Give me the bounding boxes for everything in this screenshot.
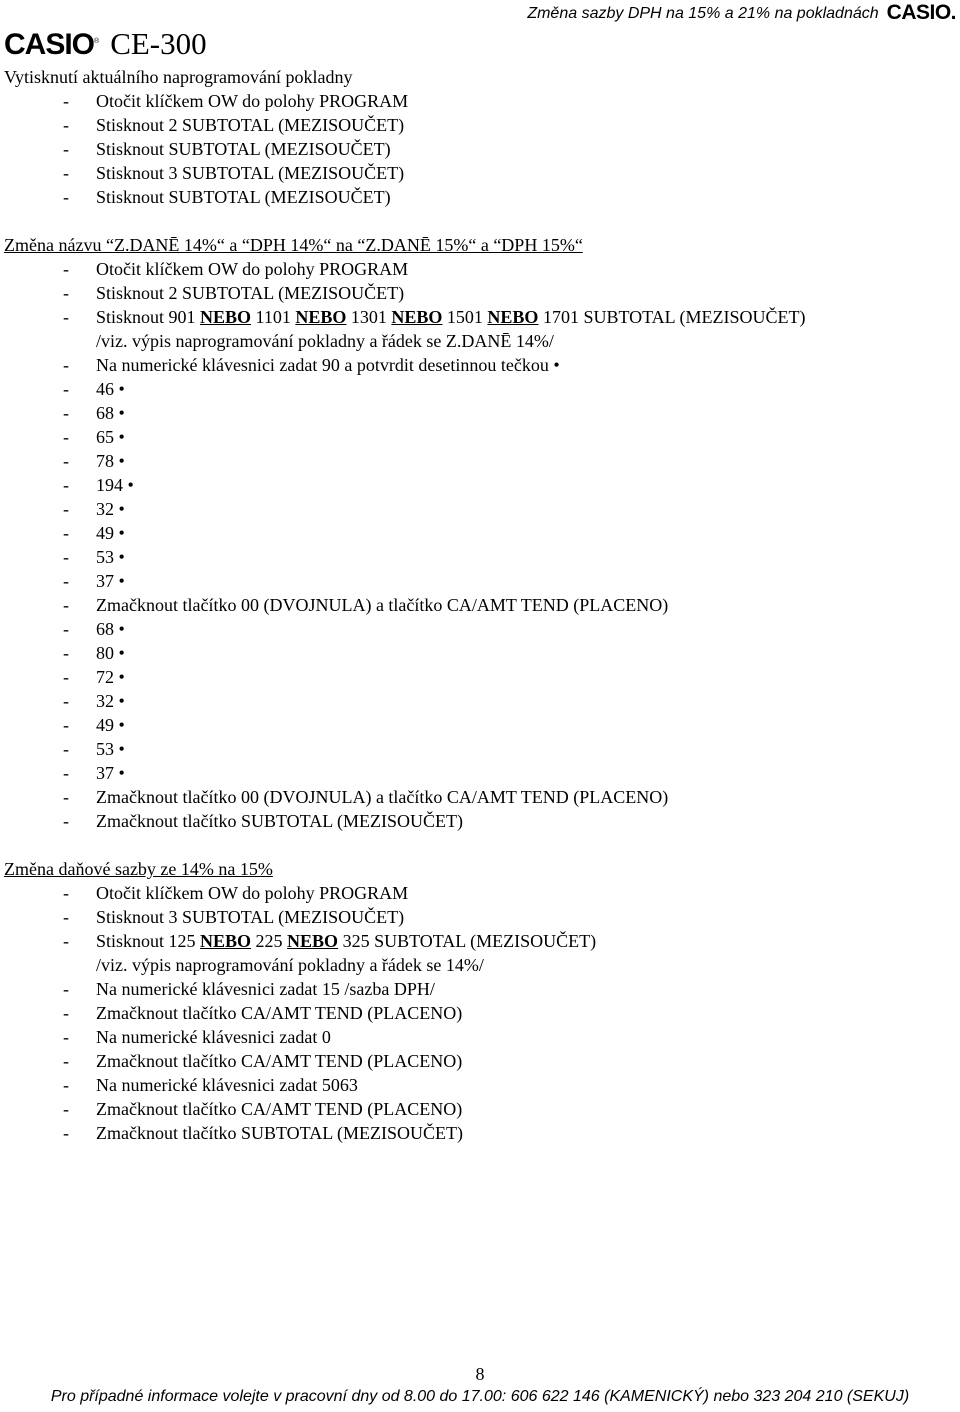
step-text: Na numerické klávesnici zadat 15 /sazba DPH/ xyxy=(96,979,435,999)
step-dash: - xyxy=(63,907,69,927)
step-item xyxy=(4,977,960,1001)
step-text: Na numerické klávesnici zadat 5063 xyxy=(96,1075,358,1095)
document-body xyxy=(4,65,960,1145)
step-item xyxy=(4,425,960,449)
step-dash: - xyxy=(63,91,69,111)
step-text: 32 • xyxy=(96,691,125,711)
step-dash: - xyxy=(63,619,69,639)
model-title xyxy=(4,28,207,60)
step-item xyxy=(4,113,960,137)
step-dash: - xyxy=(63,115,69,135)
step-item xyxy=(4,881,960,905)
casio-logo: CASIO® xyxy=(4,28,99,61)
step-text: Zmačknout tlačítko CA/AMT TEND (PLACENO) xyxy=(96,1099,463,1119)
step-dash: - xyxy=(63,1027,69,1047)
step-text: Stisknout 3 SUBTOTAL (MEZISOUČET) xyxy=(96,907,405,927)
step-text: Stisknout 2 SUBTOTAL (MEZISOUČET) xyxy=(96,115,405,135)
step-dash: - xyxy=(63,451,69,471)
step-fragment: 1301 xyxy=(346,307,392,327)
step-text: 46 • xyxy=(96,379,125,399)
step-item xyxy=(4,569,960,593)
step-dash: - xyxy=(63,571,69,591)
step-text: 194 • xyxy=(96,475,134,495)
step-dash: - xyxy=(63,883,69,903)
step-dash: - xyxy=(63,427,69,447)
nebo-keyword: NEBO xyxy=(287,931,339,951)
step-continuation: /viz. výpis naprogramování pokladny a řádek se Z.DANĒ 14%/ xyxy=(96,331,554,351)
step-dash: - xyxy=(63,1123,69,1143)
step-dash: - xyxy=(63,547,69,567)
step-item xyxy=(4,257,960,281)
step-dash: - xyxy=(63,187,69,207)
step-item xyxy=(4,785,960,809)
step-dash: - xyxy=(63,739,69,759)
step-item xyxy=(4,1025,960,1049)
step-item xyxy=(4,617,960,641)
model-name: CE-300 xyxy=(110,26,207,61)
step-text: Zmačknout tlačítko CA/AMT TEND (PLACENO) xyxy=(96,1051,463,1071)
step-item xyxy=(4,1121,960,1145)
step-text: Stisknout SUBTOTAL (MEZISOUČET) xyxy=(96,139,391,159)
step-fragment: 225 xyxy=(251,931,288,951)
step-dash: - xyxy=(63,163,69,183)
step-continuation: /viz. výpis naprogramování pokladny a řádek se 14%/ xyxy=(96,955,484,975)
step-dash: - xyxy=(63,1099,69,1119)
step-item xyxy=(4,401,960,425)
step-item xyxy=(4,473,960,497)
section-gap xyxy=(4,833,960,857)
step-dash: - xyxy=(63,715,69,735)
step-dash: - xyxy=(63,1051,69,1071)
step-item xyxy=(4,809,960,833)
step-dash: - xyxy=(63,139,69,159)
step-item xyxy=(4,1097,960,1121)
nebo-keyword: NEBO xyxy=(391,307,443,327)
step-text: 68 • xyxy=(96,619,125,639)
step-dash: - xyxy=(63,1003,69,1023)
step-dash: - xyxy=(63,1075,69,1095)
step-text xyxy=(63,931,596,951)
step-item-nebo xyxy=(4,929,960,953)
step-fragment: 1501 xyxy=(442,307,488,327)
step-item xyxy=(4,497,960,521)
step-text: 78 • xyxy=(96,451,125,471)
step-item xyxy=(4,761,960,785)
page-header xyxy=(527,2,956,26)
step-fragment: 325 SUBTOTAL (MEZISOUČET) xyxy=(338,931,597,951)
step-dash: - xyxy=(63,595,69,615)
step-item xyxy=(4,185,960,209)
nebo-keyword: NEBO xyxy=(200,307,252,327)
step-dash: - xyxy=(63,763,69,783)
section-heading: Změna názvu “Z.DANĒ 14%“ a “DPH 14%“ na “Z.DANĒ 15%“ a “DPH 15%“ xyxy=(4,235,583,255)
step-item xyxy=(4,737,960,761)
step-fragment: 1701 SUBTOTAL (MEZISOUČET) xyxy=(538,307,806,327)
step-item xyxy=(4,89,960,113)
step-item xyxy=(4,905,960,929)
step-text: 53 • xyxy=(96,547,125,567)
step-text: Otočit klíčkem OW do polohy PROGRAM xyxy=(96,91,409,111)
step-text: 68 • xyxy=(96,403,125,423)
step-dash: - xyxy=(63,259,69,279)
step-text: 53 • xyxy=(96,739,125,759)
section-heading: Změna daňové sazby ze 14% na 15% xyxy=(4,859,273,879)
nebo-keyword: NEBO xyxy=(200,931,252,951)
step-text: 65 • xyxy=(96,427,125,447)
step-item xyxy=(4,161,960,185)
step-text: Zmačknout tlačítko CA/AMT TEND (PLACENO) xyxy=(96,1003,463,1023)
step-dash: - xyxy=(63,979,69,999)
step-text: Otočit klíčkem OW do polohy PROGRAM xyxy=(96,259,409,279)
step-item xyxy=(4,377,960,401)
step-text: 49 • xyxy=(96,523,125,543)
step-text: 80 • xyxy=(96,643,125,663)
step-text: Zmačknout tlačítko 00 (DVOJNULA) a tlačítko CA/AMT TEND (PLACENO) xyxy=(96,595,669,615)
step-dash: - xyxy=(63,355,69,375)
step-dash: - xyxy=(63,499,69,519)
nebo-keyword: NEBO xyxy=(295,307,347,327)
step-text: Otočit klíčkem OW do polohy PROGRAM xyxy=(96,883,409,903)
step-dash: - xyxy=(63,667,69,687)
step-item xyxy=(4,545,960,569)
step-dash: - xyxy=(63,811,69,831)
page-number: 8 xyxy=(475,1364,485,1384)
step-text: Zmačknout tlačítko SUBTOTAL (MEZISOUČET) xyxy=(96,811,464,831)
step-text: 32 • xyxy=(96,499,125,519)
step-item-nebo xyxy=(4,305,960,329)
step-item xyxy=(4,665,960,689)
step-dash: - xyxy=(63,691,69,711)
section-gap xyxy=(4,209,960,233)
step-item xyxy=(4,281,960,305)
step-fragment: Stisknout 125 xyxy=(96,931,201,951)
step-fragment: 1101 xyxy=(251,307,296,327)
step-text: 49 • xyxy=(96,715,125,735)
section-heading: Vytisknutí aktuálního naprogramování pokladny xyxy=(4,67,353,87)
step-text xyxy=(63,307,805,327)
step-text: Stisknout SUBTOTAL (MEZISOUČET) xyxy=(96,187,391,207)
step-item xyxy=(4,137,960,161)
step-text: 37 • xyxy=(96,763,125,783)
step-text: Zmačknout tlačítko 00 (DVOJNULA) a tlačítko CA/AMT TEND (PLACENO) xyxy=(96,787,669,807)
step-item xyxy=(4,1073,960,1097)
step-item xyxy=(4,449,960,473)
step-item xyxy=(4,641,960,665)
step-item xyxy=(4,1001,960,1025)
step-text: Na numerické klávesnici zadat 0 xyxy=(96,1027,331,1047)
step-dash: - xyxy=(63,307,69,327)
step-text: Stisknout 2 SUBTOTAL (MEZISOUČET) xyxy=(96,283,405,303)
step-text: 72 • xyxy=(96,667,125,687)
step-item xyxy=(4,689,960,713)
step-item xyxy=(4,713,960,737)
step-dash: - xyxy=(63,787,69,807)
step-text: Na numerické klávesnici zadat 90 a potvrdit desetinnou tečkou • xyxy=(96,355,560,375)
step-dash: - xyxy=(63,523,69,543)
step-fragment: Stisknout 901 xyxy=(96,307,201,327)
step-text: Stisknout 3 SUBTOTAL (MEZISOUČET) xyxy=(96,163,405,183)
header-note: Změna sazby DPH na 15% a 21% na pokladnách xyxy=(527,5,879,22)
step-dash: - xyxy=(63,475,69,495)
step-item xyxy=(4,353,960,377)
step-item xyxy=(4,593,960,617)
step-item xyxy=(4,1049,960,1073)
step-dash: - xyxy=(63,643,69,663)
step-text: Zmačknout tlačítko SUBTOTAL (MEZISOUČET) xyxy=(96,1123,464,1143)
step-dash: - xyxy=(63,403,69,423)
step-text: 37 • xyxy=(96,571,125,591)
step-dash: - xyxy=(63,379,69,399)
footer-contact: Pro případné informace volejte v pracovní dny od 8.00 do 17.00: 606 622 146 (KAMENICKÝ) nebo 323 204 210 (SEKUJ) xyxy=(50,1388,910,1405)
step-item xyxy=(4,521,960,545)
step-dash: - xyxy=(63,931,69,951)
step-dash: - xyxy=(63,283,69,303)
nebo-keyword: NEBO xyxy=(487,307,539,327)
casio-logo-small: CASIO. xyxy=(886,0,956,24)
